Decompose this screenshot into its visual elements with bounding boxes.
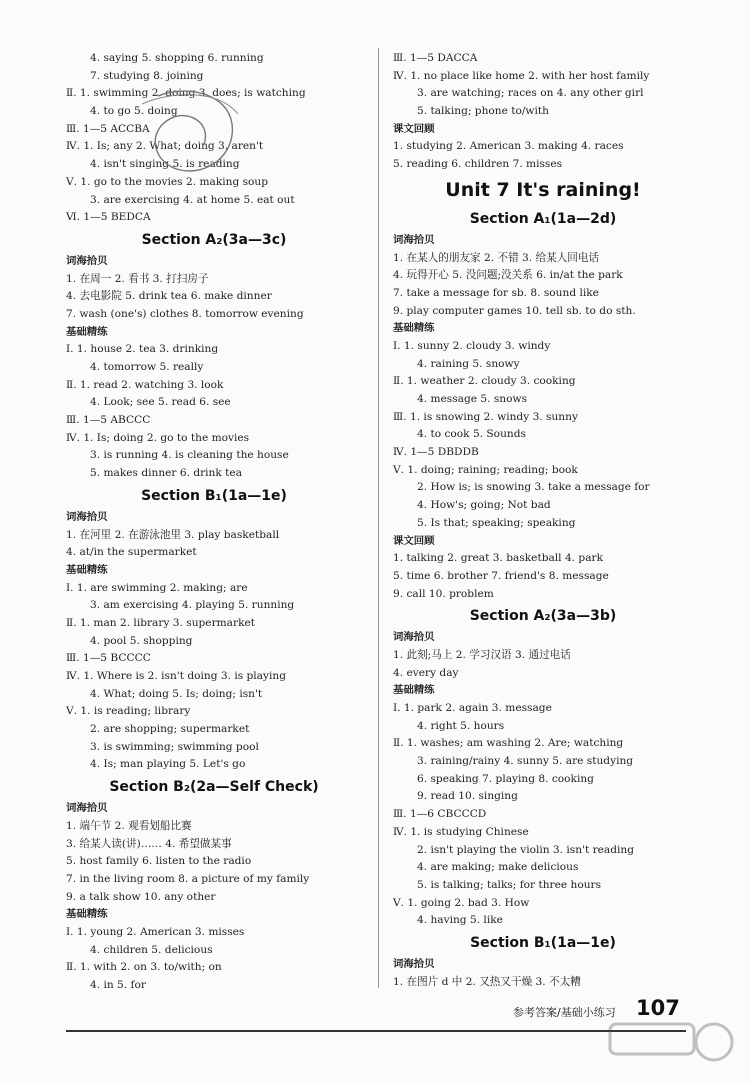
answer-line: 3. are watching; races on 4. any other girl	[417, 87, 644, 100]
answer-line: 4. tomorrow 5. really	[90, 361, 204, 373]
answer-line: 1. 在河里 2. 在游泳池里 3. play basketball	[66, 528, 280, 541]
answer-line: 1. 在图片 d 中 2. 又热又干燥 3. 不太糟	[393, 975, 581, 988]
answer-line: Ⅳ. 1. is studying Chinese	[393, 825, 529, 838]
answer-line: Ⅰ. 1. are swimming 2. making; are	[66, 581, 248, 594]
section-heading: Section B₁(1a—1e)	[470, 934, 616, 951]
answer-line: Ⅱ. 1. washes; am washing 2. Are; watching	[393, 737, 624, 750]
answer-line: 5. is talking; talks; for three hours	[417, 878, 602, 891]
answer-line: Ⅲ. 1—5 DACCA	[393, 52, 478, 64]
answer-line: 4. Is; man playing 5. Let's go	[90, 758, 246, 771]
subsection-label: 基础精练	[66, 325, 108, 338]
pencil-scribble-mark	[128, 84, 248, 194]
answer-line: Ⅱ. 1. read 2. watching 3. look	[66, 378, 224, 391]
answer-line: 3. is running 4. is cleaning the house	[90, 449, 289, 462]
subsection-label: 课文回顾	[393, 122, 435, 135]
answer-line: 4. pool 5. shopping	[90, 634, 193, 647]
answer-line: 4. children 5. delicious	[90, 943, 213, 956]
answer-line: 5. talking; phone to/with	[417, 105, 549, 118]
answer-line: 3. is swimming; swimming pool	[90, 740, 259, 753]
answer-line: Ⅵ. 1—5 BEDCA	[66, 211, 151, 224]
answer-line: 9. call 10. problem	[393, 587, 494, 600]
answer-line: Ⅴ. 1. go to the movies 2. making soup	[66, 175, 269, 188]
subsection-label: 词海拾贝	[393, 233, 435, 246]
answer-line: 1. 此刻;马上 2. 学习汉语 3. 通过电话	[393, 648, 571, 661]
answer-line: 5. makes dinner 6. drink tea	[90, 467, 243, 480]
answer-line: 1. 在周一 2. 看书 3. 打扫房子	[66, 272, 209, 285]
answer-line: Ⅳ. 1—5 DBDDB	[393, 446, 479, 459]
answer-line: 4. saying 5. shopping 6. running	[90, 52, 264, 64]
answer-line: Ⅲ. 1—5 ACCBA	[66, 122, 150, 135]
subsection-label: 基础精练	[393, 322, 435, 335]
answer-line: 3. are exercising 4. at home 5. eat out	[90, 193, 295, 206]
section-heading: Section A₁(1a—2d)	[469, 210, 617, 227]
answer-line: 4. What; doing 5. Is; doing; isn't	[90, 687, 263, 700]
answer-line: 4. to cook 5. Sounds	[417, 428, 526, 441]
section-heading: Section A₂(3a—3b)	[469, 608, 617, 625]
answer-line: Ⅱ. 1. swimming 2. doing 3. does; is watching	[66, 87, 306, 100]
subsection-label: 基础精练	[393, 684, 435, 697]
answer-line: 2. How is; is snowing 3. take a message for	[417, 481, 650, 494]
answer-line: Ⅴ. 1. doing; raining; reading; book	[393, 463, 578, 476]
answer-line: Ⅳ. 1. Is; any 2. What; doing 3. aren't	[66, 140, 264, 153]
answer-line: Ⅰ. 1. house 2. tea 3. drinking	[66, 343, 219, 356]
subsection-label: 课文回顾	[393, 534, 435, 547]
subsection-label: 词海拾贝	[66, 510, 108, 523]
answer-line: Ⅱ. 1. weather 2. cloudy 3. cooking	[393, 375, 576, 388]
answer-line: 1. studying 2. American 3. making 4. races	[393, 140, 624, 153]
answer-line: Ⅴ. 1. going 2. bad 3. How	[393, 896, 530, 909]
answer-line: 4. raining 5. snowy	[417, 357, 520, 370]
answer-line: 9. play computer games 10. tell sb. to do sth.	[393, 304, 636, 317]
column-divider	[378, 48, 379, 988]
answer-line: Ⅱ. 1. with 2. on 3. to/with; on	[66, 961, 222, 974]
answer-line: 4. 玩得开心 5. 没问题;没关系 6. in/at the park	[393, 269, 623, 282]
answer-line: 1. 在某人的朋友家 2. 不错 3. 给某人回电话	[393, 251, 600, 264]
subsection-label: 词海拾贝	[66, 802, 108, 815]
answer-line: 3. 给某人读(讲)…… 4. 希望做某事	[66, 837, 232, 850]
answer-line: 7. take a message for sb. 8. sound like	[393, 286, 599, 299]
answer-line: 5. time 6. brother 7. friend's 8. message	[393, 569, 609, 582]
answer-line: 4. 去电影院 5. drink tea 6. make dinner	[66, 290, 272, 303]
page-number: 107	[636, 996, 680, 1020]
answer-line: Ⅳ. 1. no place like home 2. with her host family	[393, 69, 650, 82]
answer-line: 4. at/in the supermarket	[66, 546, 197, 559]
answer-line: 6. speaking 7. playing 8. cooking	[417, 772, 594, 785]
answer-line: Ⅱ. 1. man 2. library 3. supermarket	[66, 616, 256, 629]
answer-line: 4. to go 5. doing	[90, 105, 178, 118]
answer-line: 4. right 5. hours	[417, 719, 505, 732]
answer-line: Ⅲ. 1. is snowing 2. windy 3. sunny	[393, 410, 578, 423]
answer-line: Ⅴ. 1. is reading; library	[66, 705, 191, 718]
answer-line: 7. in the living room 8. a picture of my family	[66, 872, 310, 885]
subsection-label: 词海拾贝	[393, 957, 435, 970]
section-heading: Section A₂(3a—3c)	[141, 231, 287, 248]
subsection-label: 基础精练	[66, 908, 108, 921]
subsection-label: 基础精练	[66, 563, 108, 576]
answer-line: 7. wash (one's) clothes 8. tomorrow evening	[66, 307, 304, 320]
answer-line: 1. talking 2. great 3. basketball 4. park	[393, 552, 603, 565]
answer-line: 4. Look; see 5. read 6. see	[90, 396, 231, 409]
section-heading: Section B₁(1a—1e)	[141, 487, 287, 504]
answer-line: 4. every day	[393, 666, 459, 679]
answer-line: 5. reading 6. children 7. misses	[393, 158, 563, 171]
answer-line: 4. having 5. like	[417, 914, 503, 927]
footer-rule	[66, 1030, 686, 1032]
answer-line: 9. a talk show 10. any other	[66, 890, 216, 903]
answer-line: 4. How's; going; Not bad	[417, 499, 551, 512]
answer-line: Ⅰ. 1. sunny 2. cloudy 3. windy	[393, 339, 551, 352]
answer-line: Ⅰ. 1. young 2. American 3. misses	[66, 925, 245, 938]
answer-line: 7. studying 8. joining	[90, 69, 204, 82]
answer-line: 3. am exercising 4. playing 5. running	[90, 599, 295, 612]
answer-line: Ⅳ. 1. Is; doing 2. go to the movies	[66, 431, 250, 444]
watermark-logo	[602, 1018, 742, 1078]
answer-line: Ⅲ. 1—5 BCCCC	[66, 652, 151, 665]
answer-line: 4. in 5. for	[90, 979, 146, 991]
answer-line: 3. raining/rainy 4. sunny 5. are studying	[417, 755, 634, 768]
right-column	[393, 50, 693, 991]
answer-line: Ⅰ. 1. park 2. again 3. message	[393, 702, 552, 714]
footer-caption: 参考答案/基础小练习	[513, 1006, 616, 1019]
section-heading: Section B₂(2a—Self Check)	[109, 779, 319, 796]
unit-heading: Unit 7 It's raining!	[445, 178, 641, 201]
answer-line: 4. isn't singing 5. is reading	[90, 158, 240, 171]
answer-line: 5. Is that; speaking; speaking	[417, 516, 576, 529]
answer-line: 5. host family 6. listen to the radio	[66, 855, 252, 868]
answer-line: 1. 端午节 2. 观看划船比赛	[66, 819, 192, 832]
answer-line: 9. read 10. singing	[417, 790, 518, 803]
answer-line: 4. message 5. snows	[417, 393, 528, 405]
answer-line: Ⅲ. 1—6 CBCCCD	[393, 808, 487, 821]
answer-line: Ⅳ. 1. Where is 2. isn't doing 3. is playing	[66, 670, 286, 682]
answer-line: 4. are making; make delicious	[417, 861, 579, 874]
subsection-label: 词海拾贝	[66, 254, 108, 267]
answer-line: 2. are shopping; supermarket	[90, 723, 250, 736]
answer-line: Ⅲ. 1—5 ABCCC	[66, 414, 151, 427]
answer-line: 2. isn't playing the violin 3. isn't reading	[417, 843, 635, 856]
subsection-label: 词海拾贝	[393, 631, 435, 644]
